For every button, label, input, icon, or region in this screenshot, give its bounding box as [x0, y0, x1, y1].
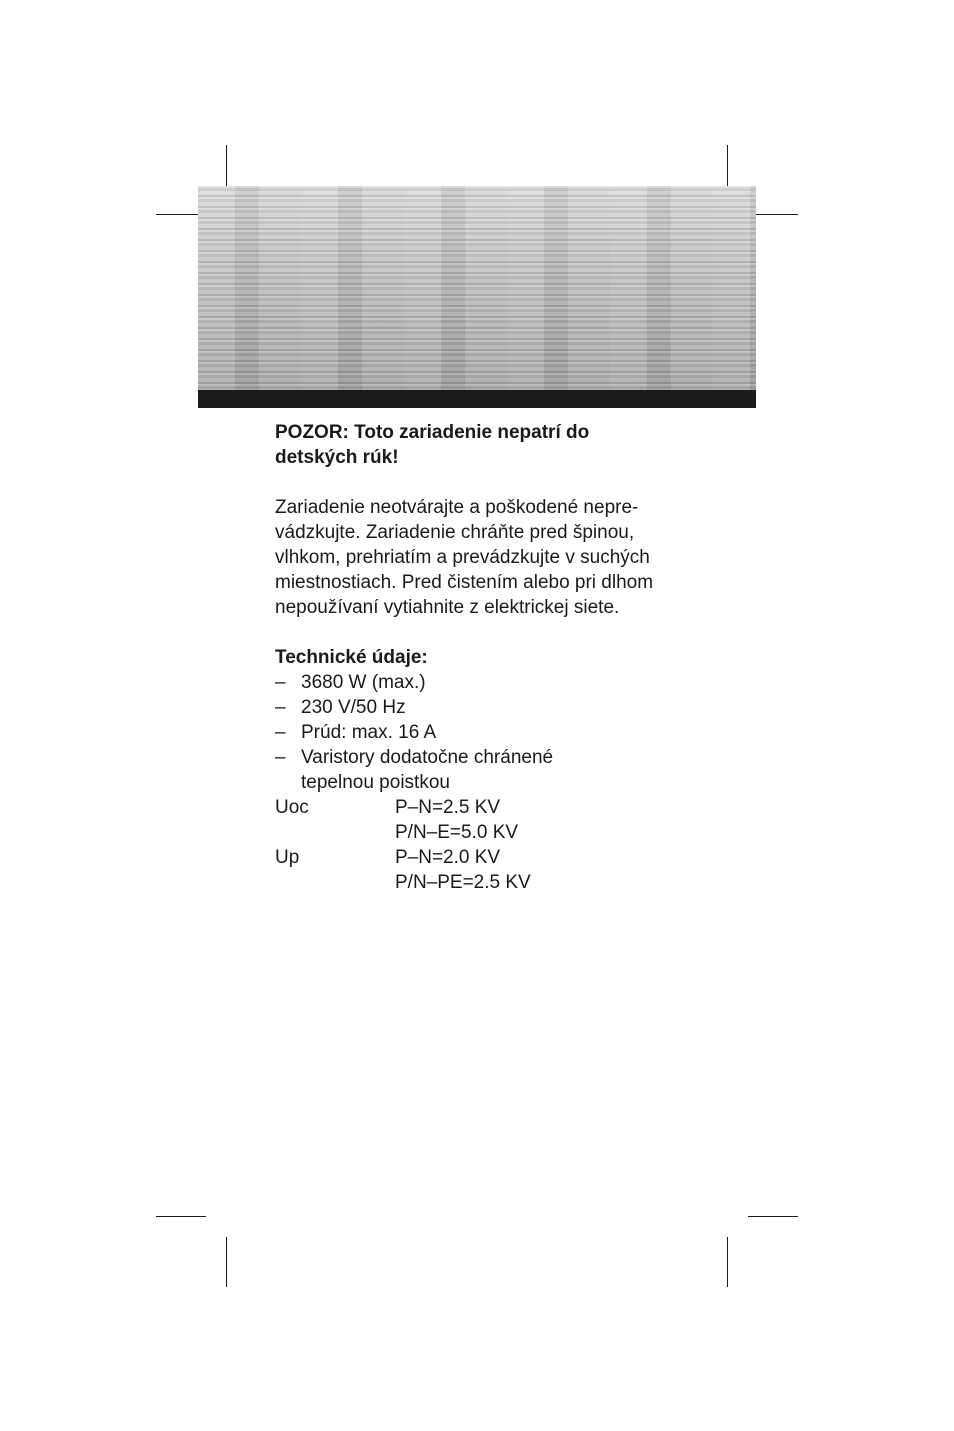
list-dash: – [275, 722, 286, 743]
list-dash: – [275, 697, 286, 718]
list-item [275, 695, 695, 720]
brushed-metal-header [198, 186, 756, 390]
protection-row-uoc [275, 795, 695, 845]
list-item-text: 3680 W (max.) [301, 672, 426, 693]
protection-values [395, 795, 518, 845]
protection-value: P–N=2.5 KV [395, 797, 501, 818]
list-item-text: Prúd: max. 16 A [301, 722, 437, 743]
list-item [275, 670, 695, 695]
instructions-paragraph: Zariadenie neotvárajte a poškodené nepre-vádzkujte. Zariadenie chráňte pred špinou, vlhkom, prehriatím a prevádzkujte v suchých miestnostiach. Pred čistením alebo pri dlhom nepoužívaní vytiahnite z elektrickej siete. [275, 497, 654, 618]
protection-value: P/N–PE=2.5 KV [395, 872, 531, 893]
protection-label: Up [275, 847, 300, 868]
crop-mark-bottom-right-horizontal [748, 1216, 798, 1217]
technical-data-list [275, 670, 695, 795]
protection-row-up [275, 845, 695, 895]
crop-mark-bottom-left-vertical [226, 1237, 227, 1287]
list-dash: – [275, 747, 286, 768]
list-item [275, 720, 695, 745]
protection-label: Uoc [275, 797, 309, 818]
page-content [275, 420, 695, 895]
crop-mark-bottom-right-vertical [727, 1237, 728, 1287]
header-black-bar [198, 390, 756, 408]
protection-value: P–N=2.0 KV [395, 847, 501, 868]
list-item [275, 745, 591, 795]
protection-value: P/N–E=5.0 KV [395, 822, 519, 843]
technical-data-title: Technické údaje: [275, 647, 428, 668]
protection-values [395, 845, 531, 895]
list-dash: – [275, 672, 286, 693]
crop-mark-bottom-left-horizontal [156, 1216, 206, 1217]
warning-text: POZOR: Toto zariadenie nepatrí do detských rúk! [275, 422, 590, 468]
list-item-text: Varistory dodatočne chránené tepelnou poistkou [301, 747, 554, 793]
list-item-text: 230 V/50 Hz [301, 697, 406, 718]
